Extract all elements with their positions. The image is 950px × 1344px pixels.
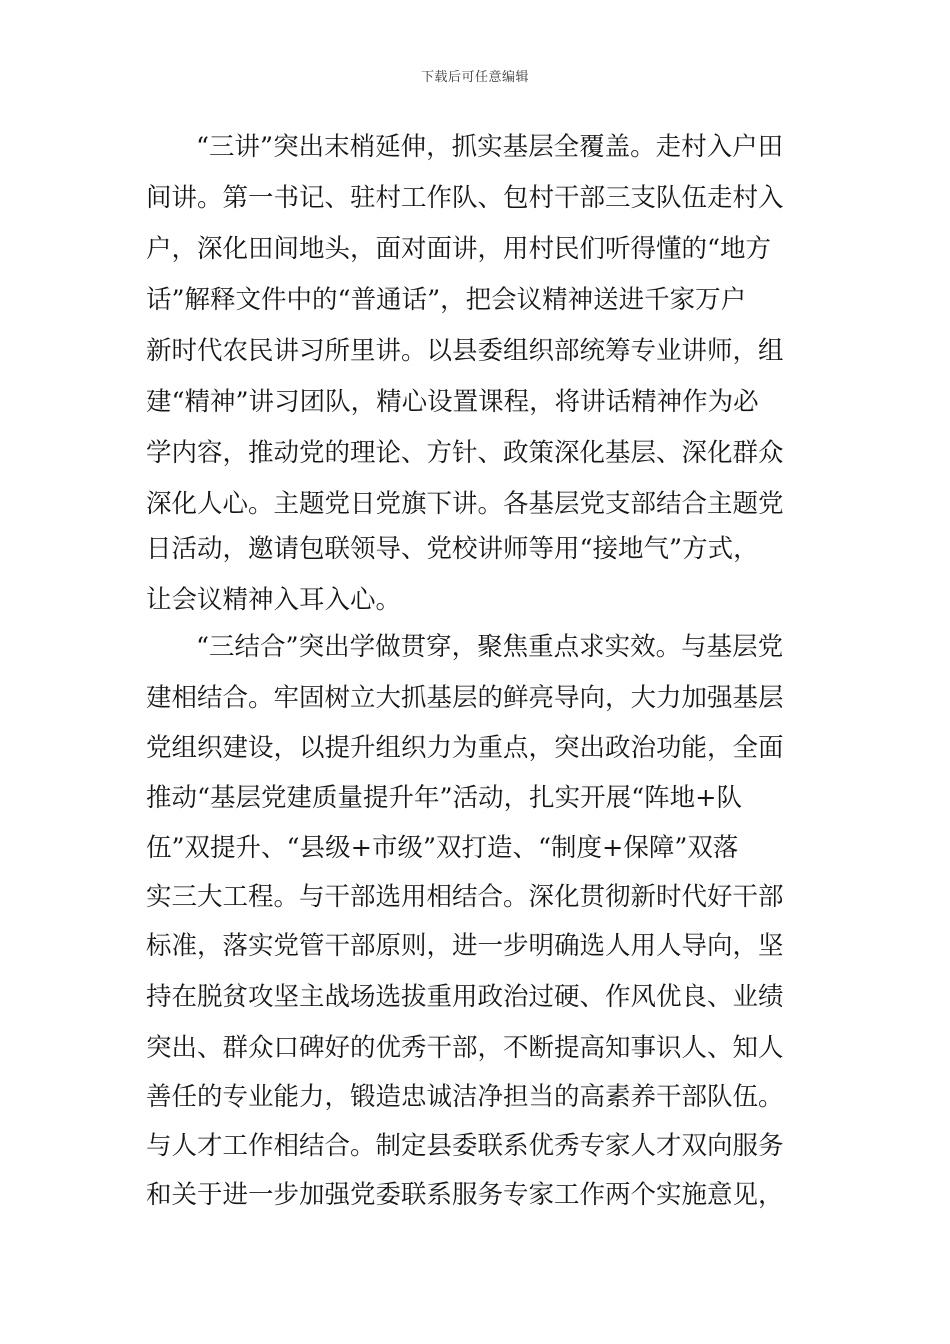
body-line: 和关于进一步加强党委联系服务专家工作两个实施意见， bbox=[146, 1180, 784, 1210]
body-line: 伍”双提升、“县级+市级”双打造、“制度+保障”双落 bbox=[146, 833, 739, 863]
body-line: 善任的专业能力，锻造忠诚洁净担当的高素养干部队伍。 bbox=[146, 1082, 784, 1112]
body-line: 间讲。第一书记、驻村工作队、包村干部三支队伍走村入 bbox=[146, 183, 784, 213]
body-line: 突出、群众口碑好的优秀干部，不断提高知事识人、知人 bbox=[146, 1033, 784, 1063]
body-line: 持在脱贫攻坚主战场选拔重用政治过硬、作风优良、业绩 bbox=[146, 982, 784, 1012]
body-line: 推动“基层党建质量提升年”活动，扎实开展“阵地+队 bbox=[146, 783, 742, 813]
body-line: 党组织建设，以提升组织力为重点，突出政治功能，全面 bbox=[146, 733, 784, 763]
body-line: 与人才工作相结合。制定县委联系优秀专家人才双向服务 bbox=[146, 1131, 784, 1161]
body-line: 实三大工程。与干部选用相结合。深化贯彻新时代好干部 bbox=[146, 882, 784, 912]
body-line: 深化人心。主题党日党旗下讲。各基层党支部结合主题党 bbox=[146, 489, 784, 519]
header-note: 下载后可任意编辑 bbox=[420, 70, 529, 85]
body-line: 建“精神”讲习团队，精心设置课程，将讲话精神作为必 bbox=[146, 387, 759, 417]
body-line: 让会议精神入耳入心。 bbox=[146, 585, 402, 615]
body-line: 标准，落实党管干部原则，进一步明确选人用人导向，坚 bbox=[146, 931, 784, 961]
body-line: 学内容，推动党的理论、方针、政策深化基层、深化群众 bbox=[146, 438, 784, 468]
body-line: 日活动，邀请包联领导、党校讲师等用“接地气”方式， bbox=[146, 534, 759, 564]
body-line: 建相结合。牢固树立大抓基层的鲜亮导向，大力加强基层 bbox=[146, 683, 784, 713]
body-line: “三结合”突出学做贯穿，聚焦重点求实效。与基层党 bbox=[196, 632, 784, 662]
body-line: 新时代农民讲习所里讲。以县委组织部统筹专业讲师，组 bbox=[146, 336, 784, 366]
body-line: “三讲”突出末梢延伸，抓实基层全覆盖。走村入户田 bbox=[196, 132, 784, 162]
body-line: 户，深化田间地头，面对面讲，用村民们听得懂的“地方 bbox=[146, 234, 772, 264]
body-line: 话”解释文件中的“普通话”，把会议精神送进千家万户 bbox=[146, 285, 747, 315]
